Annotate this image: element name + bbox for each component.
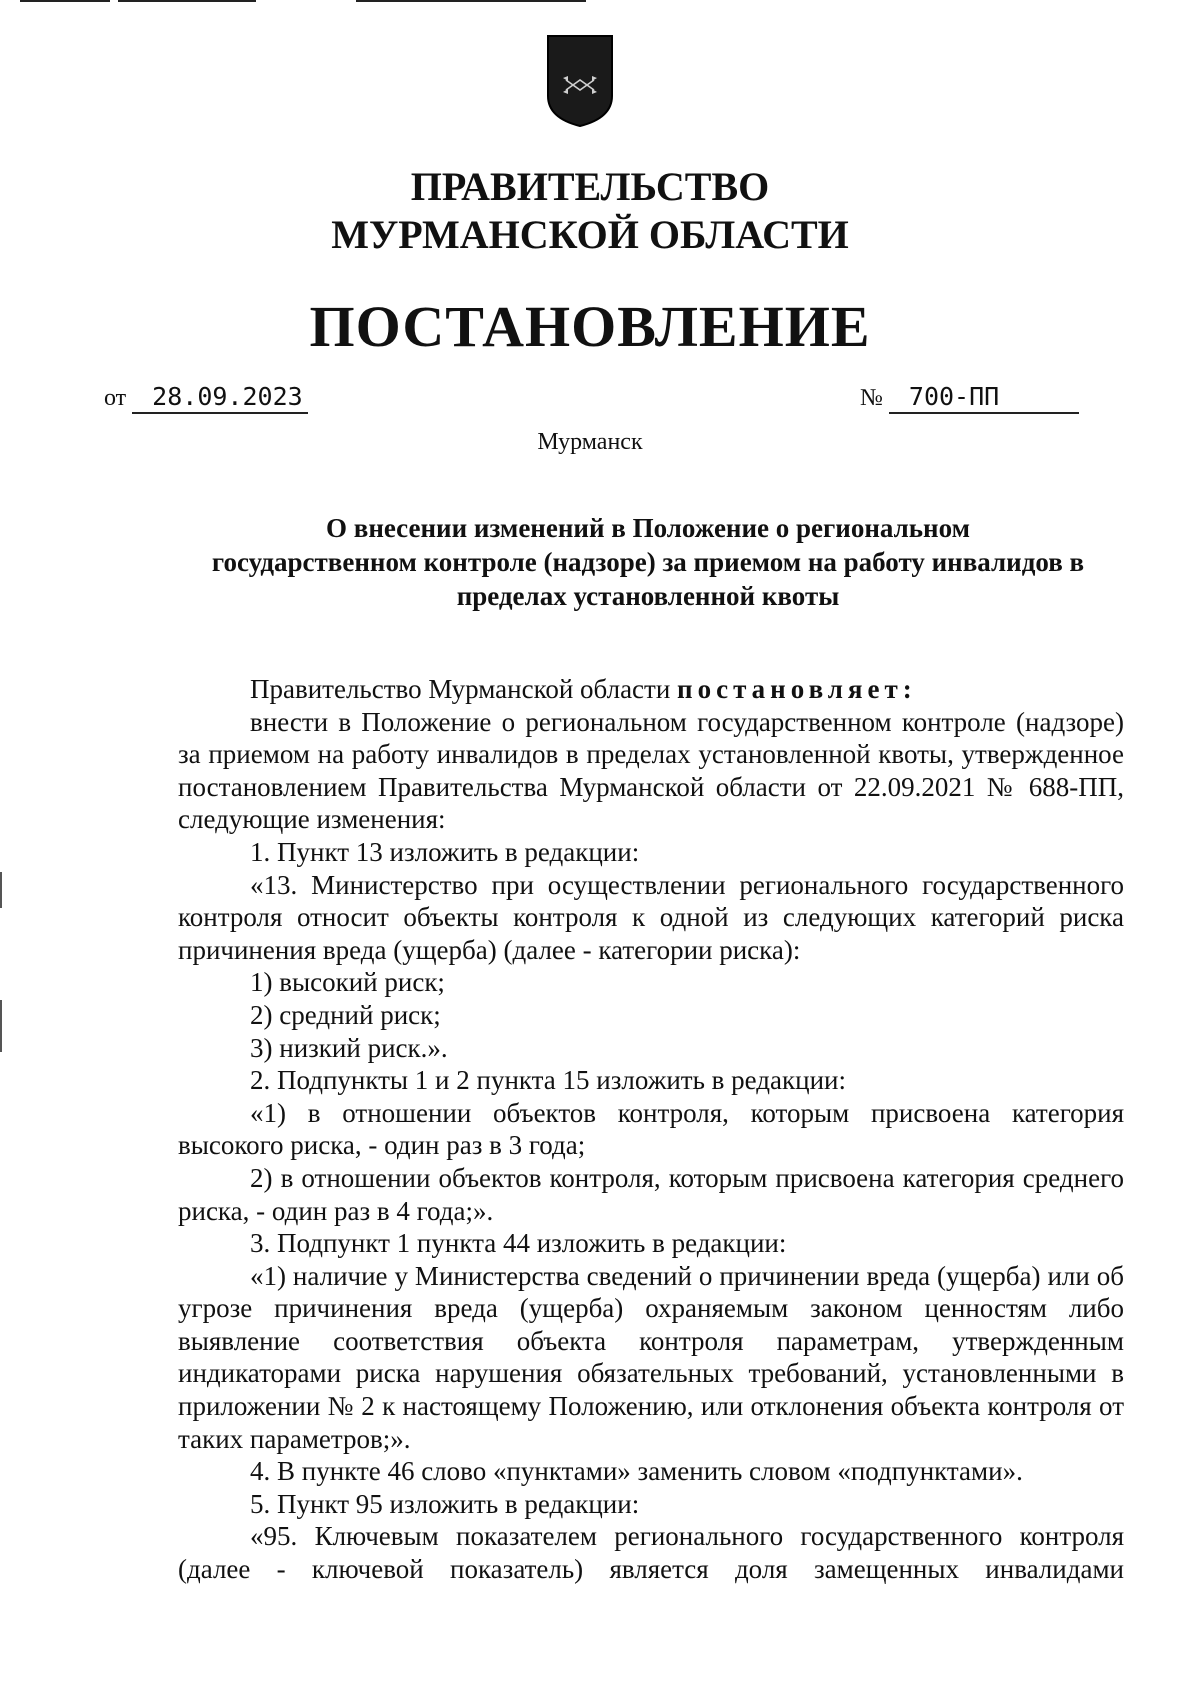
city-name: Мурманск	[537, 429, 643, 455]
document-type-heading: ПОСТАНОВЛЕНИЕ	[309, 294, 871, 359]
scan-margin-mark	[0, 1000, 2, 1052]
body-paragraph: «13. Министерство при осуществлении регионального государственного контроля относит объекты контроля к одной из следующих категорий риска причинения вреда (ущерба) (далее - категории риска):	[178, 869, 1124, 965]
scan-edge-line	[356, 0, 586, 2]
government-name-line2: МУРМАНСКОЙ ОБЛАСТИ	[331, 212, 849, 257]
date-field	[104, 382, 308, 414]
body-paragraph: «1) наличие у Министерства сведений о причинении вреда (ущерба) или об угрозе причинения вреда (ущерба) охраняемым законом ценностям либо выявление соответствия объекта контроля параметрам, утвержденным индикаторами риска нарушения обязательных требований, установленными в приложении № 2 к настоящему Положению, или отклонения объекта контроля от таких параметров;».	[178, 1260, 1124, 1454]
body-paragraph: внести в Положение о региональном государственном контроле (надзоре) за приемом на работу инвалидов в пределах установленной квоты, утвержденное постановлением Правительства Мурманской области от 22.09.2021 № 688-ПП, следующие изменения:	[178, 706, 1124, 835]
body-paragraph: «95. Ключевым показателем регионального государственного контроля (далее - ключевой показатель) является доля замещенных инвалидами	[178, 1521, 1124, 1585]
document-date: 28.09.2023	[132, 382, 308, 414]
body-paragraph: 3. Подпункт 1 пункта 44 изложить в редакции:	[250, 1228, 787, 1259]
body-paragraph: 1. Пункт 13 изложить в редакции:	[250, 836, 640, 867]
body-paragraph: 5. Пункт 95 изложить в редакции:	[250, 1488, 640, 1519]
scan-edge-line	[118, 0, 256, 2]
coat-of-arms-emblem	[546, 34, 614, 128]
body-paragraph: 1) высокий риск;	[250, 967, 445, 998]
resolves-word: постановляет:	[677, 674, 917, 704]
body-paragraph: 2) средний риск;	[250, 999, 441, 1030]
intro-text: Правительство Мурманской области	[250, 674, 678, 704]
body-paragraph: «1) в отношении объектов контроля, которым присвоена категория высокого риска, - один раз в 3 года;	[178, 1097, 1124, 1161]
scan-edge-line	[20, 0, 110, 2]
number-prefix: №	[860, 385, 883, 411]
body-paragraph: 2. Подпункты 1 и 2 пункта 15 изложить в редакции:	[250, 1065, 846, 1096]
body-paragraph: 2) в отношении объектов контроля, которым присвоена категория среднего риска, - один раз в 4 года;».	[178, 1162, 1124, 1226]
date-prefix: от	[104, 385, 127, 411]
government-name-line1: ПРАВИТЕЛЬСТВО	[410, 164, 770, 209]
number-field	[860, 382, 1079, 414]
title-line: пределах установленной квоты	[456, 581, 840, 611]
document-number: 700-ПП	[889, 382, 1079, 414]
title-line: государственном контроле (надзоре) за приемом на работу инвалидов в	[211, 547, 1085, 577]
resolution-intro	[178, 673, 1124, 706]
document-title	[168, 511, 1128, 613]
title-line: О внесении изменений в Положение о региональном	[325, 513, 970, 543]
body-paragraph: 4. В пункте 46 слово «пунктами» заменить словом «подпунктами».	[250, 1456, 1023, 1487]
scan-margin-mark	[0, 872, 2, 908]
body-paragraph: 3) низкий риск.».	[250, 1032, 448, 1063]
document-body	[178, 673, 1124, 1586]
